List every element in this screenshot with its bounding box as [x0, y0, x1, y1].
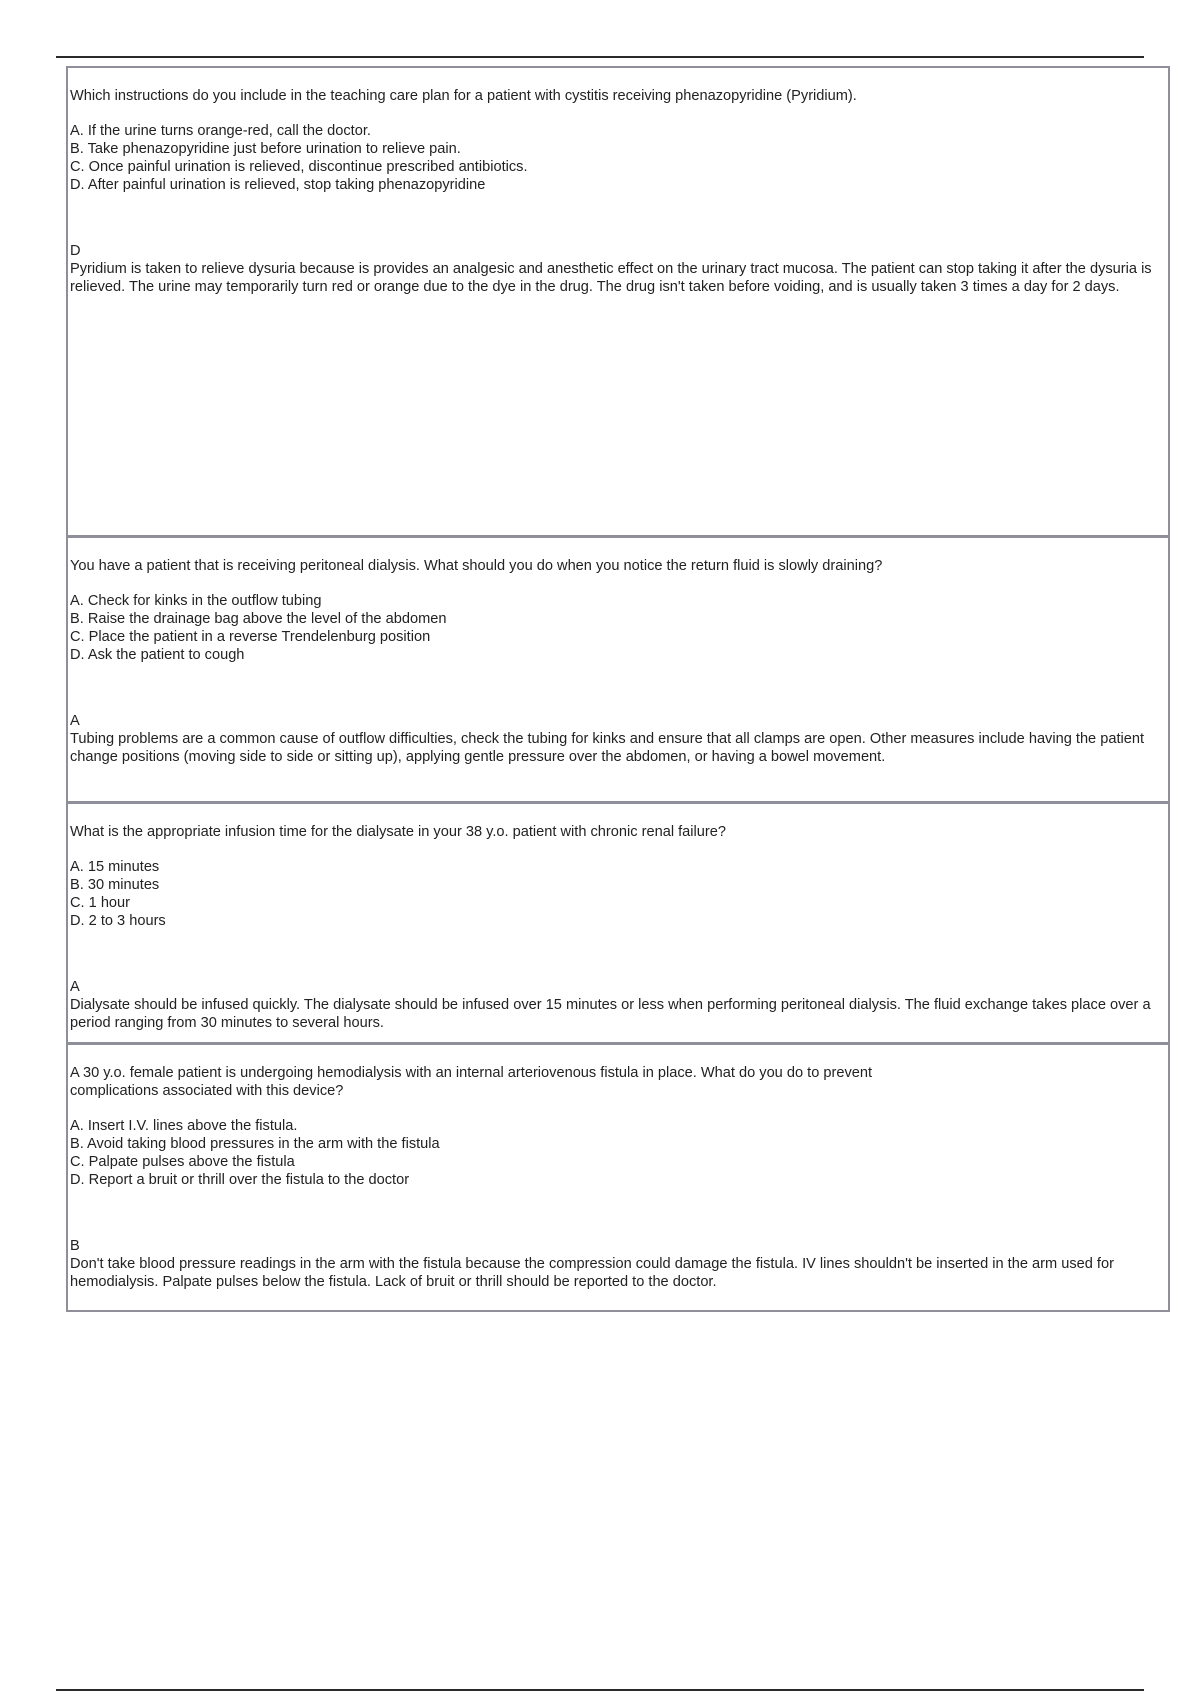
option-a: A. Check for kinks in the outflow tubing	[70, 593, 322, 609]
option-b: B. Raise the drainage bag above the level of the abdomen	[70, 611, 447, 627]
flashcard	[68, 1045, 1168, 1310]
answer-explanation: Don't take blood pressure readings in the arm with the fistula because the compression could damage the fistula. IV lines shouldn't be inserted in the arm used for hemodialysis. Palpate pulses below the fistula. Lack of bruit or thrill should be reported to the doctor.	[70, 1256, 1114, 1290]
answer-letter: D	[70, 243, 81, 259]
flashcard-table	[66, 66, 1170, 1312]
answer-block	[70, 1237, 1168, 1291]
flashcard	[68, 538, 1168, 804]
option-c: C. Once painful urination is relieved, discontinue prescribed antibiotics.	[70, 159, 528, 175]
option-a: A. 15 minutes	[70, 859, 160, 875]
answer-explanation: Tubing problems are a common cause of outflow difficulties, check the tubing for kinks and ensure that all clamps are open. Other measures include having the patient change positions (moving side to side or sitting up), applying gentle pressure over the abdomen, or having a bowel movement.	[70, 731, 1145, 765]
option-c: C. Place the patient in a reverse Trendelenburg position	[70, 629, 431, 645]
options-list	[70, 858, 1168, 930]
option-b: B. Take phenazopyridine just before urination to relieve pain.	[70, 141, 461, 157]
option-a: A. If the urine turns orange-red, call the doctor.	[70, 123, 371, 139]
option-d: D. After painful urination is relieved, stop taking phenazopyridine	[70, 177, 486, 193]
answer-letter: A	[70, 713, 80, 729]
answer-explanation: Pyridium is taken to relieve dysuria because is provides an analgesic and anesthetic effect on the urinary tract mucosa. The patient can stop taking it after the dysuria is relieved. The urine may temporarily turn red or orange due to the dye in the drug. The drug isn't taken before voiding, and is usually taken 3 times a day for 2 days.	[70, 261, 1152, 295]
flashcard	[68, 804, 1168, 1045]
option-b: B. Avoid taking blood pressures in the arm with the fistula	[70, 1136, 440, 1152]
question-text: A 30 y.o. female patient is undergoing hemodialysis with an internal arteriovenous fistula in place. What do you do to prevent complications associated with this device?	[70, 1065, 873, 1099]
option-d: D. 2 to 3 hours	[70, 913, 166, 929]
question-text: Which instructions do you include in the teaching care plan for a patient with cystitis receiving phenazopyridine (Pyridium).	[70, 88, 857, 104]
option-c: C. 1 hour	[70, 895, 131, 911]
option-b: B. 30 minutes	[70, 877, 160, 893]
answer-block	[70, 242, 1168, 296]
answer-block	[70, 712, 1168, 766]
options-list	[70, 1117, 1168, 1189]
header-rule	[56, 56, 1144, 58]
option-c: C. Palpate pulses above the fistula	[70, 1154, 295, 1170]
option-d: D. Ask the patient to cough	[70, 647, 245, 663]
answer-letter: B	[70, 1238, 80, 1254]
footer-rule	[56, 1689, 1144, 1691]
option-a: A. Insert I.V. lines above the fistula.	[70, 1118, 298, 1134]
flashcard	[68, 68, 1168, 538]
option-d: D. Report a bruit or thrill over the fistula to the doctor	[70, 1172, 410, 1188]
options-list	[70, 122, 1168, 194]
options-list	[70, 592, 1168, 664]
question-text: You have a patient that is receiving peritoneal dialysis. What should you do when you notice the return fluid is slowly draining?	[70, 558, 883, 574]
answer-explanation: Dialysate should be infused quickly. The dialysate should be infused over 15 minutes or less when performing peritoneal dialysis. The fluid exchange takes place over a period ranging from 30 minutes to several hours.	[70, 997, 1151, 1031]
answer-block	[70, 978, 1168, 1032]
answer-letter: A	[70, 979, 80, 995]
question-text: What is the appropriate infusion time for the dialysate in your 38 y.o. patient with chronic renal failure?	[70, 824, 726, 840]
